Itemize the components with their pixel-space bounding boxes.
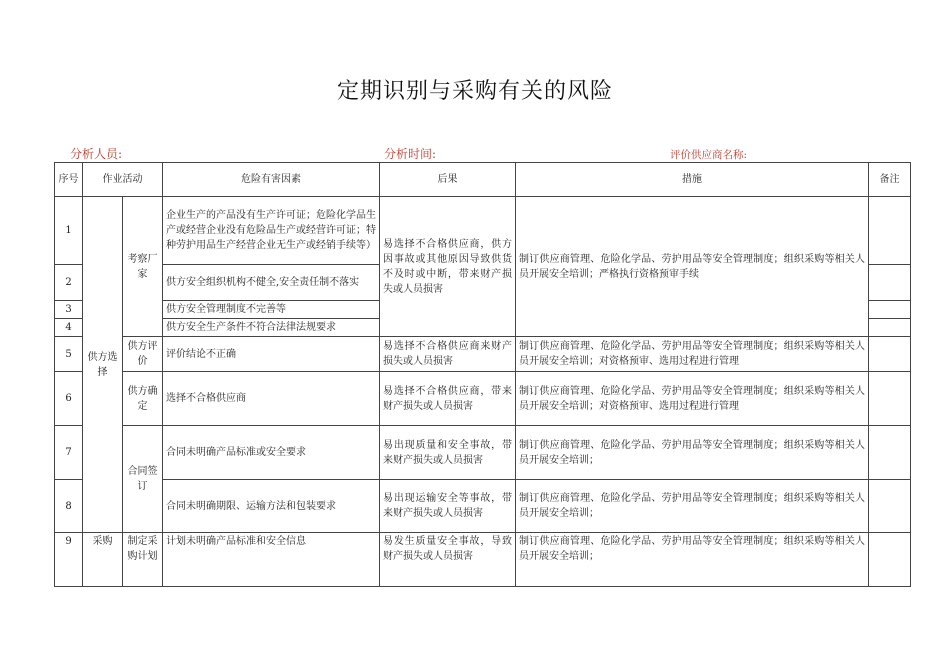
hazard-cell: 企业生产的产品没有生产许可证；危险化学品生产或经营企业没有危险品生产或经营许可证；特种劳护用品生产经营企业无生产或经销手续等）: [163, 197, 380, 265]
row-number: 1: [55, 197, 83, 265]
table-row: [55, 337, 911, 372]
header-hazard: 危险有害因素: [163, 163, 380, 197]
table-row: [55, 426, 911, 480]
row-number: 2: [55, 265, 83, 301]
note-cell: [869, 426, 911, 480]
row-number: 6: [55, 372, 83, 426]
header-row: [55, 163, 911, 197]
hazard-cell: 供方安全管理制度不完善等: [163, 301, 380, 319]
subgroup-inspect: 考察厂家: [123, 197, 163, 337]
hazard-cell: 合同未明确产品标准或安全要求: [163, 426, 380, 480]
subgroup-contract: 合同签订: [123, 426, 163, 533]
row-number: 5: [55, 337, 83, 372]
note-cell: [869, 319, 911, 337]
header-activity: 作业活动: [83, 163, 163, 197]
note-cell: [869, 480, 911, 533]
note-cell: [869, 372, 911, 426]
measure-cell: 制订供应商管理、危险化学品、劳护用品等安全管理制度；组织采购等相关人员开展安全培训；对资格预审、选用过程进行管理: [516, 337, 869, 372]
hazard-cell: 评价结论不正确: [163, 337, 380, 372]
table-row: [55, 480, 911, 533]
row-number: 9: [55, 533, 83, 587]
hazard-cell: 计划未明确产品标准和安全信息: [163, 533, 380, 587]
row-number: 4: [55, 319, 83, 337]
measure-cell: 制订供应商管理、危险化学品、劳护用品等安全管理制度；组织采购等相关人员开展安全培训；严格执行资格预审手续: [516, 197, 869, 337]
header-note: 备注: [869, 163, 911, 197]
consequence-cell: 易选择不合格供应商，带来财产损失或人员损害: [380, 372, 516, 426]
row-number: 8: [55, 480, 83, 533]
subgroup-plan: 制定采购计划: [123, 533, 163, 587]
subgroup-determine: 供方确定: [123, 372, 163, 426]
subgroup-evaluate: 供方评价: [123, 337, 163, 372]
group-supplier-selection: 供方选择: [83, 197, 123, 533]
header-seq: 序号: [55, 163, 83, 197]
note-cell: [869, 265, 911, 301]
note-cell: [869, 337, 911, 372]
measure-cell: 制订供应商管理、危险化学品、劳护用品等安全管理制度；组织采购等相关人员开展安全培训；: [516, 533, 869, 587]
header-measure: 措施: [516, 163, 869, 197]
measure-cell: 制订供应商管理、危险化学品、劳护用品等安全管理制度；组织采购等相关人员开展安全培训；: [516, 426, 869, 480]
table-row: [55, 533, 911, 587]
risk-table: [54, 162, 911, 587]
hazard-cell: 选择不合格供应商: [163, 372, 380, 426]
consequence-cell: 易出现运输安全等事故，带来财产损失或人员损害: [380, 480, 516, 533]
header-consequence: 后果: [380, 163, 516, 197]
measure-cell: 制订供应商管理、危险化学品、劳护用品等安全管理制度；组织采购等相关人员开展安全培训；对资格预审、选用过程进行管理: [516, 372, 869, 426]
hazard-cell: 合同未明确期限、运输方法和包装要求: [163, 480, 380, 533]
note-cell: [869, 533, 911, 587]
row-number: 7: [55, 426, 83, 480]
consequence-cell: 易发生质量安全事故，导致财产损失或人员损害: [380, 533, 516, 587]
table-row: [55, 197, 911, 265]
group-purchase: 采购: [83, 533, 123, 587]
consequence-cell: 易选择不合格供应商，供方因事故或其他原因导致供货不及时或中断，带来财产损失或人员损害: [380, 197, 516, 337]
row-number: 3: [55, 301, 83, 319]
measure-cell: 制订供应商管理、危险化学品、劳护用品等安全管理制度；组织采购等相关人员开展安全培训；: [516, 480, 869, 533]
consequence-cell: 易选择不合格供应商来财产损失或人员损害: [380, 337, 516, 372]
note-cell: [869, 197, 911, 265]
supplier-name-label: 评价供应商名称:: [670, 149, 748, 161]
analysis-time-label: 分析时间:: [384, 147, 437, 161]
hazard-cell: 供方安全组织机构不健全,安全责任制不落实: [163, 265, 380, 301]
analyst-label: 分析人员:: [70, 147, 123, 161]
hazard-cell: 供方安全生产条件不符合法律法规要求: [163, 319, 380, 337]
table-row: [55, 372, 911, 426]
document-title: 定期识别与采购有关的风险: [336, 79, 613, 104]
note-cell: [869, 301, 911, 319]
consequence-cell: 易出现质量和安全事故，带来财产损失或人员损害: [380, 426, 516, 480]
